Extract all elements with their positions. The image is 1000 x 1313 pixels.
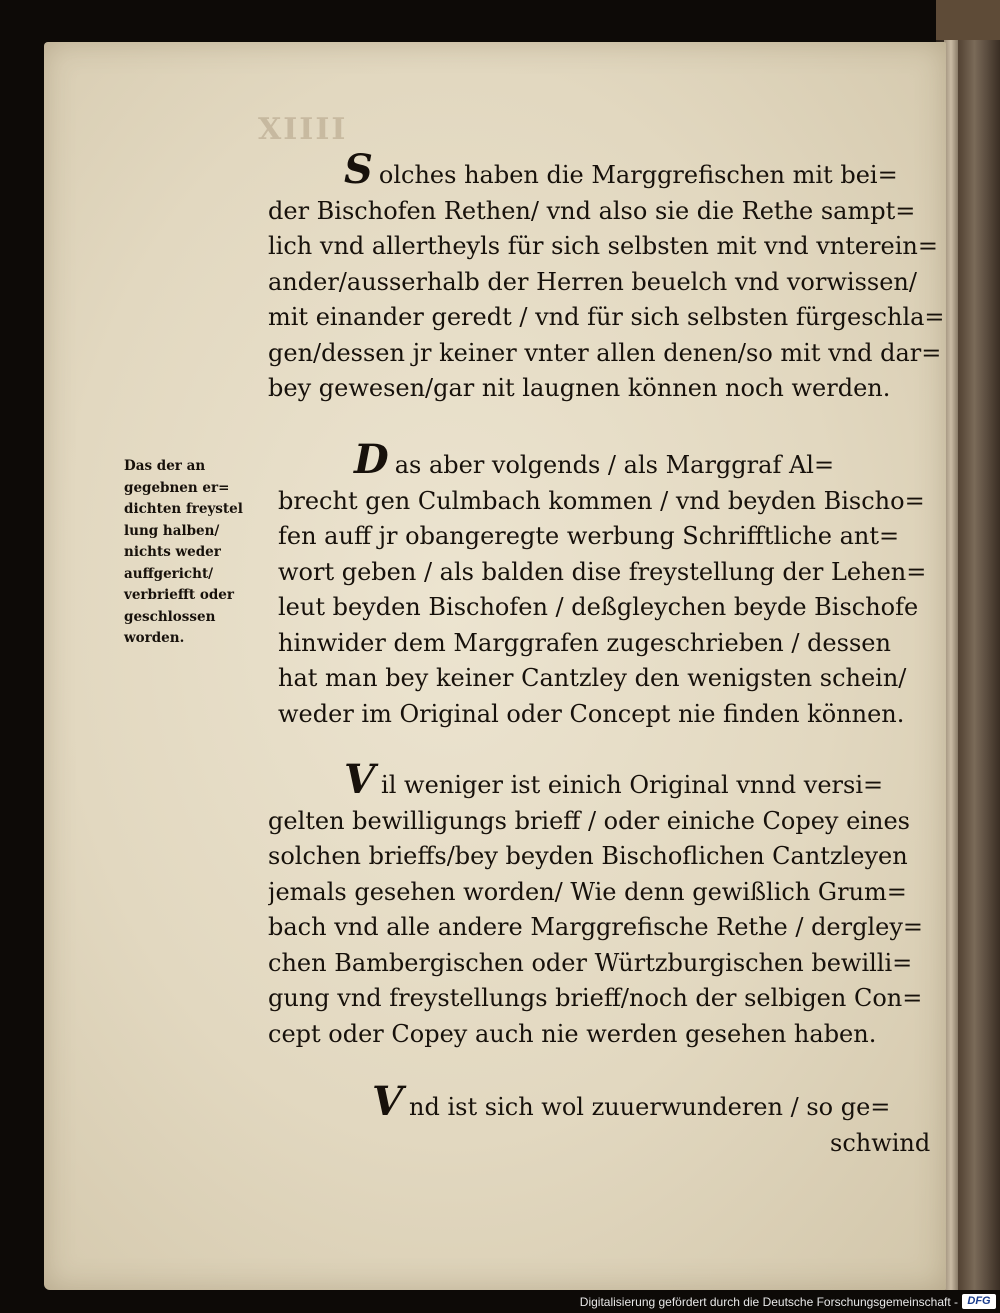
paragraph-line: leut beyden Bischofen / deßgleychen beyde Bischofe [278,593,919,621]
paragraph-line: bach vnd alle andere Marggrefische Rethe / dergley= [268,913,924,941]
paragraph-line: wort geben / als balden dise freystellung der Lehen= [278,557,927,586]
paragraph-line: gen/dessen jr keiner vnter allen denen/so mit vnd dar= [268,338,942,367]
paragraph-line: ander/ausserhalb der Herren beuelch vnd vorwissen/ [268,267,917,296]
paragraph-line: fen auff jr obangeregte werbung Schrifftliche ant= [278,522,900,550]
decorated-initial: V [372,1082,404,1125]
paragraph-3 [268,760,948,1052]
paragraph-4 [372,1082,952,1161]
paragraph-line: Solches haben die Marggrefischen mit bei= [268,150,948,194]
paragraph-line: der Bischofen Rethen/ vnd also sie die Rethe sampt= [268,196,916,225]
margin-note-line: lung halben/ [124,522,220,539]
paragraph-line: bey gewesen/gar nit laugnen können noch werden. [268,374,891,402]
page-corner [936,0,1000,40]
margin-note-line: verbriefft oder [124,587,234,603]
dfg-logo-icon: DFG [962,1294,996,1309]
catchword: schwind [830,1128,931,1157]
paragraph-line: Das aber volgends / als Marggraf Al= [278,440,958,484]
paragraph-line: lich vnd allertheyls für sich selbsten mit vnd vnterein= [268,232,938,260]
margin-note-line: dichten freystel [124,501,243,517]
paragraph-line: hat man bey keiner Cantzley den wenigsten schein/ [278,664,907,692]
paragraph-line: mit einander geredt / vnd für sich selbsten fürgeschla= [268,303,945,331]
margin-note-line: nichts weder [124,544,221,560]
paragraph-line: Vil weniger ist einich Original vnnd versi= [268,760,948,804]
decorated-initial: V [344,760,376,803]
paragraph-line: jemals gesehen worden/ Wie denn gewißlich Grum= [268,877,907,906]
paragraph-line: weder im Original oder Concept nie finden können. [278,699,905,728]
paragraph-line: solchen brieffs/bey beyden Bischoflichen Cantzleyen [268,842,908,870]
margin-note-line: geschlossen [124,608,216,625]
paragraph-2 [278,440,958,732]
decorated-initial: D [354,440,389,483]
margin-note-line: Das der an [124,458,206,474]
margin-note-line: worden. [124,630,185,646]
paragraph-line: cept oder Copey auch nie werden gesehen haben. [268,1019,877,1048]
paragraph-line: brecht gen Culmbach kommen / vnd beyden Bischo= [278,486,925,515]
bleed-through-header: XIIII [258,112,348,147]
funding-credit: Digitalisierung gefördert durch die Deutsche Forschungsgemeinschaft - [579,1295,958,1309]
paragraph-line: chen Bambergischen oder Würtzburgischen bewilli= [268,948,913,977]
paragraph-line: hinwider dem Marggrafen zugeschrieben / dessen [278,628,891,657]
margin-note [124,456,274,650]
paragraph-line: Vnd ist sich wol zuuerwunderen / so ge= [372,1082,952,1126]
margin-note-line: gegebnen er= [124,479,230,496]
paragraph-line: gelten bewilligungs brieff / oder einiche Copey eines [268,806,910,835]
margin-note-line: auffgericht/ [124,565,214,582]
decorated-initial: S [344,150,373,193]
paragraph-line: gung vnd freystellungs brieff/noch der selbigen Con= [268,984,923,1012]
paragraph-1 [268,150,948,407]
